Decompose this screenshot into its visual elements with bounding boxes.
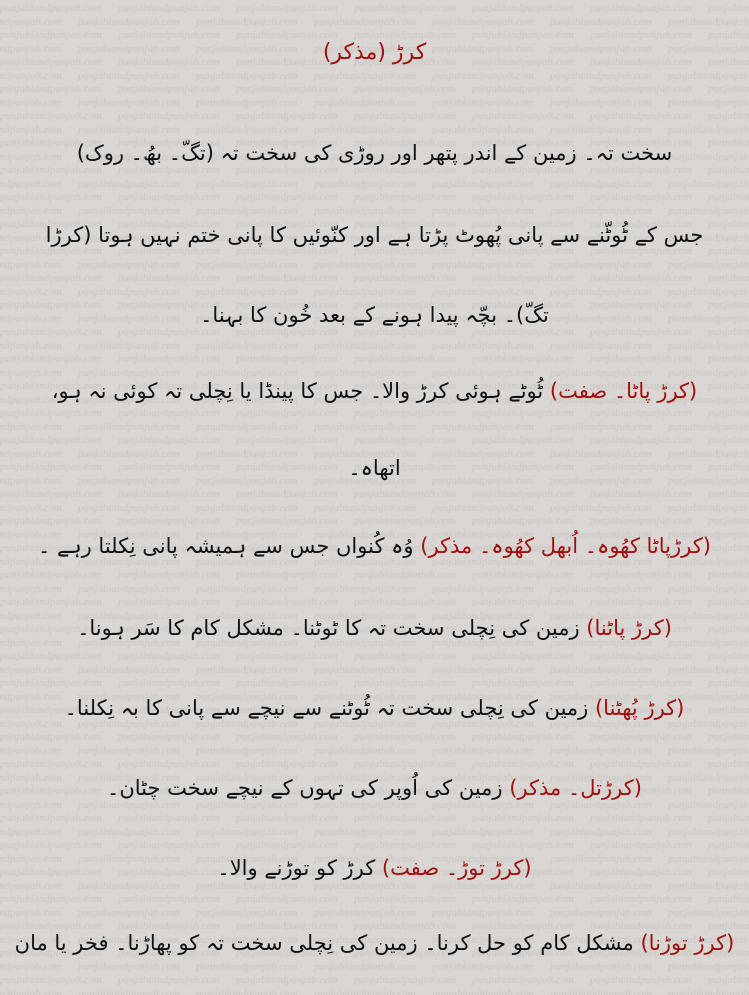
headword: (کرڑ پُھٹنا) (588, 696, 685, 720)
entry-line (0, 300, 749, 330)
headword: (کرڑپاٹا کھُوہ۔ اُبھل کھُوہ۔ مذکر) (413, 534, 711, 558)
definition-text: مشکل کام کو حل کرنا۔ زمین کی نِچلی سخت تہ کو پھاڑنا۔ فخر یا مان (14, 931, 634, 955)
entry-line (0, 376, 749, 406)
entry-line (0, 453, 749, 483)
headword: (کرڑتل۔ مذکر) (502, 776, 642, 800)
definition-text: تگّ)۔ بچّہ پیدا ہونے کے بعد خُون کا بہنا۔ (200, 303, 549, 327)
entry-line (0, 220, 749, 250)
entry-title: کرڑ (مذکر) (322, 40, 427, 65)
definition-text: ٹُوٹے ہوئی کرڑ والا۔ جس کا پینڈا یا نِچلی تہ کوئی نہ ہو، (51, 379, 544, 403)
definition-text: کرڑ کو توڑنے والا۔ (217, 856, 376, 880)
entry-line (0, 531, 749, 561)
entry-line (0, 613, 749, 643)
entry-line (0, 853, 749, 883)
headword: (کرڑ توڑنا) (633, 931, 735, 955)
definition-text: زمین کی نِچلی سخت تہ ٹُوٹنے سے نیچے سے پانی کا بہ نِکلنا۔ (64, 696, 589, 720)
definition-text: زمین کی نِچلی سخت تہ کا ٹوٹنا۔ مشکل کام کا سَر ہونا۔ (77, 616, 580, 640)
definition-text: اتھاہ۔ (348, 456, 401, 480)
definition-text: جس کے ٹُوٹّنے سے پانی پُھوٹ پڑتا ہے اور کنّوئیں کا پانی ختم نہیں ہوتا (کرڑا (45, 223, 704, 247)
entry-line (0, 693, 749, 723)
headword: (کرڑ توڑ۔ صفت) (375, 856, 532, 880)
entry-line (0, 928, 749, 958)
headword: (کرڑ پاٹنا) (579, 616, 672, 640)
definition-text: سخت تہ۔ زمین کے اندر پتھر اور روڑی کی سخت تہ (تگّ۔ بھُ۔ روک) (76, 141, 673, 165)
definition-text: وُہ کُنواں جس سے ہمیشہ پانی نِکلتا رہے ۔ (38, 534, 414, 558)
headword: (کرڑ پاٹا۔ صفت) (543, 379, 698, 403)
entry-line (0, 773, 749, 803)
definition-text: زمین کی اُوپر کی تہوں کے نیچے سخت چٹان۔ (107, 776, 503, 800)
entry-line (0, 138, 749, 168)
